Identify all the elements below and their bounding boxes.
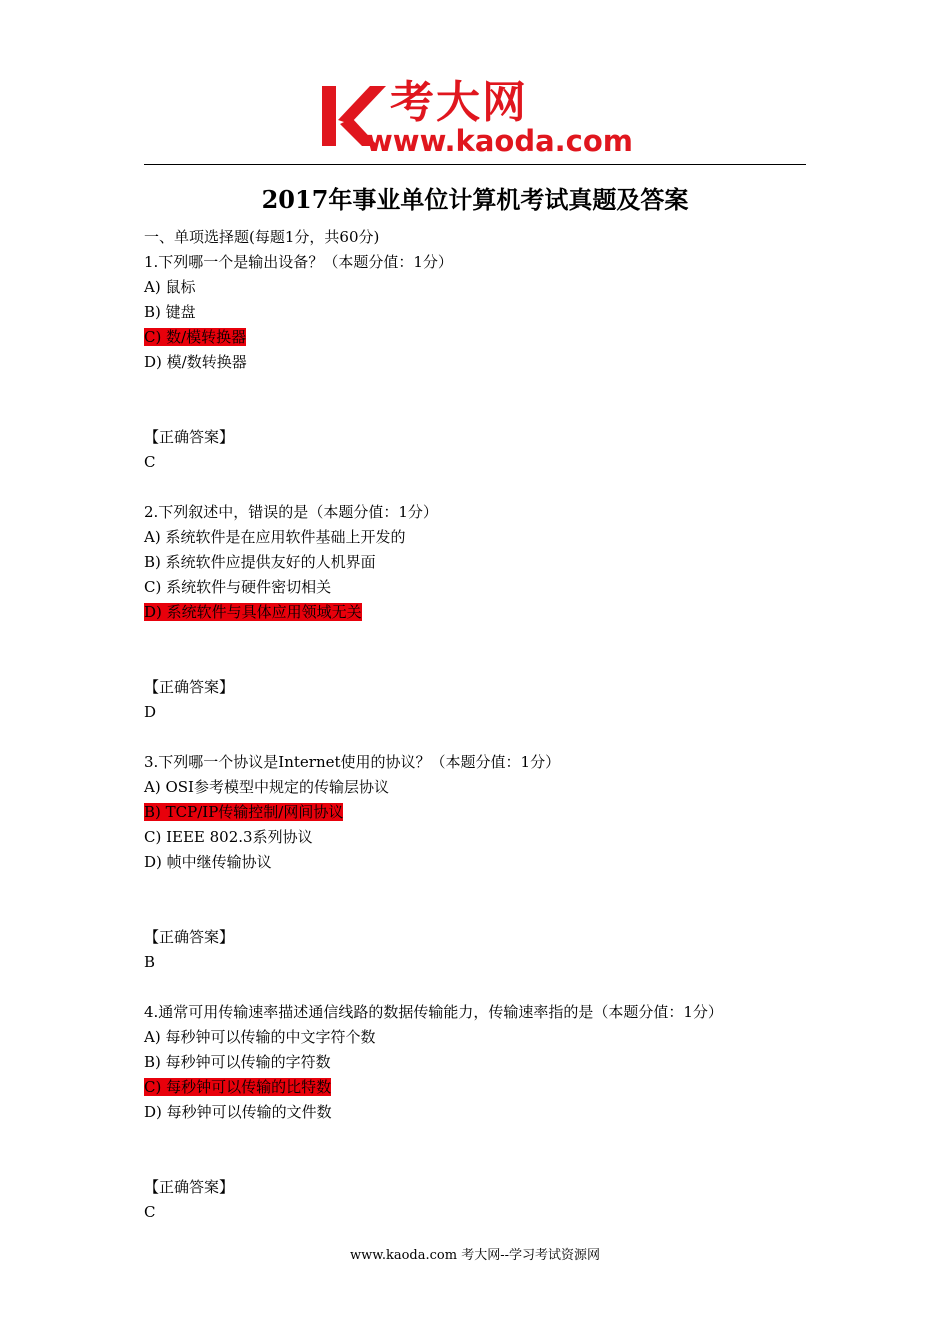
option-a: A) 每秒钟可以传输的中文字符个数 [144, 1028, 376, 1046]
answer-value: B [144, 953, 156, 971]
option-b: B) 键盘 [144, 303, 196, 321]
option-c: C) 系统软件与硬件密切相关 [144, 578, 332, 596]
answer-heading: 【正确答案】 [144, 928, 235, 946]
logo-url-text: www.kaoda.com [366, 124, 633, 158]
option-c: C) IEEE 802.3系列协议 [144, 828, 313, 846]
option-c-highlighted: C) 数/模转换器 [144, 328, 247, 346]
question-stem: 1.下列哪一个是输出设备？（本题分值：1分） [144, 253, 453, 271]
question-stem: 2.下列叙述中，错误的是（本题分值：1分） [144, 503, 438, 521]
question-block [144, 750, 824, 1000]
question-list [144, 225, 824, 1225]
option-c-highlighted: C) 每秒钟可以传输的比特数 [144, 1078, 332, 1096]
question-stem: 4.通常可用传输速率描述通信线路的数据传输能力，传输速率指的是（本题分值：1分） [144, 1003, 723, 1021]
logo-brand-text: 考大网 [390, 77, 528, 128]
answer-heading: 【正确答案】 [144, 428, 235, 446]
answer-heading: 【正确答案】 [144, 1178, 235, 1196]
option-b: B) 系统软件应提供友好的人机界面 [144, 553, 376, 571]
question-block [144, 1000, 824, 1225]
section-heading: 一、单项选择题(每题1分，共60分) [144, 228, 380, 246]
answer-value: D [144, 703, 157, 721]
option-d-highlighted: D) 系统软件与具体应用领域无关 [144, 603, 362, 621]
option-d: D) 模/数转换器 [144, 353, 247, 371]
question-block [144, 500, 824, 750]
answer-heading: 【正确答案】 [144, 678, 235, 696]
option-a: A) 系统软件是在应用软件基础上开发的 [144, 528, 406, 546]
kaoda-logo [318, 78, 638, 160]
document-title: 2017年事业单位计算机考试真题及答案 [261, 185, 689, 214]
option-b-highlighted: B) TCP/IP传输控制/网间协议 [144, 803, 344, 821]
page-footer: www.kaoda.com 考大网--学习考试资源网 [350, 1248, 600, 1263]
question-block [144, 250, 824, 500]
header-divider [144, 164, 806, 165]
option-d: D) 每秒钟可以传输的文件数 [144, 1103, 332, 1121]
answer-value: C [144, 453, 156, 471]
option-b: B) 每秒钟可以传输的字符数 [144, 1053, 331, 1071]
option-a: A) OSI参考模型中规定的传输层协议 [144, 778, 389, 796]
option-d: D) 帧中继传输协议 [144, 853, 272, 871]
answer-value: C [144, 1203, 156, 1221]
option-a: A) 鼠标 [144, 278, 196, 296]
question-stem: 3.下列哪一个协议是Internet使用的协议？（本题分值：1分） [144, 753, 561, 771]
